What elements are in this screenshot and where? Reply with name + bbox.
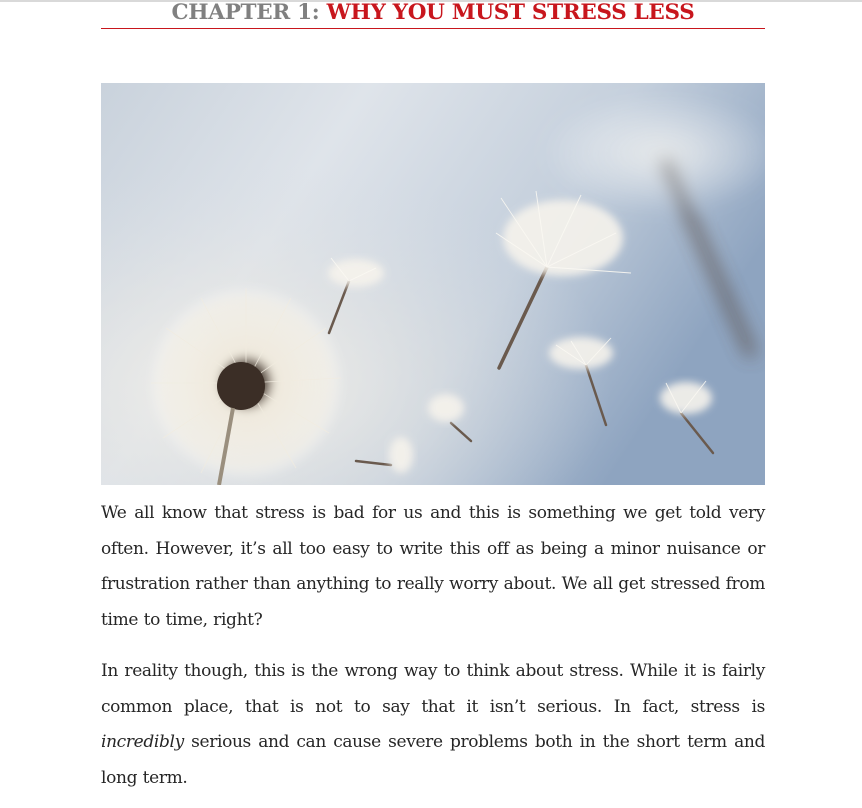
chapter-heading [101,0,765,29]
paragraph-2-end: serious and can cause severe problems both in the short term and long term. [101,732,765,788]
chapter-title: WHY YOU MUST STRESS LESS [326,0,695,25]
hero-image-dandelion [101,83,765,485]
paragraph-2 [101,654,765,796]
chapter-label: CHAPTER 1: [171,0,327,25]
paragraph-2-start: In reality though, this is the wrong way to think about stress. While it is fairly common place, that is not to say that it isn’t serious. In fact, stress is [101,661,765,717]
paragraph-1: We all know that stress is bad for us and this is something we get told very often. However, it’s all too easy to write this off as being a minor nuisance or frustration rather than anything to really worry about. We all get stressed from time to time, right? [101,503,765,630]
paragraph-2-emphasis: incredibly [101,732,184,752]
